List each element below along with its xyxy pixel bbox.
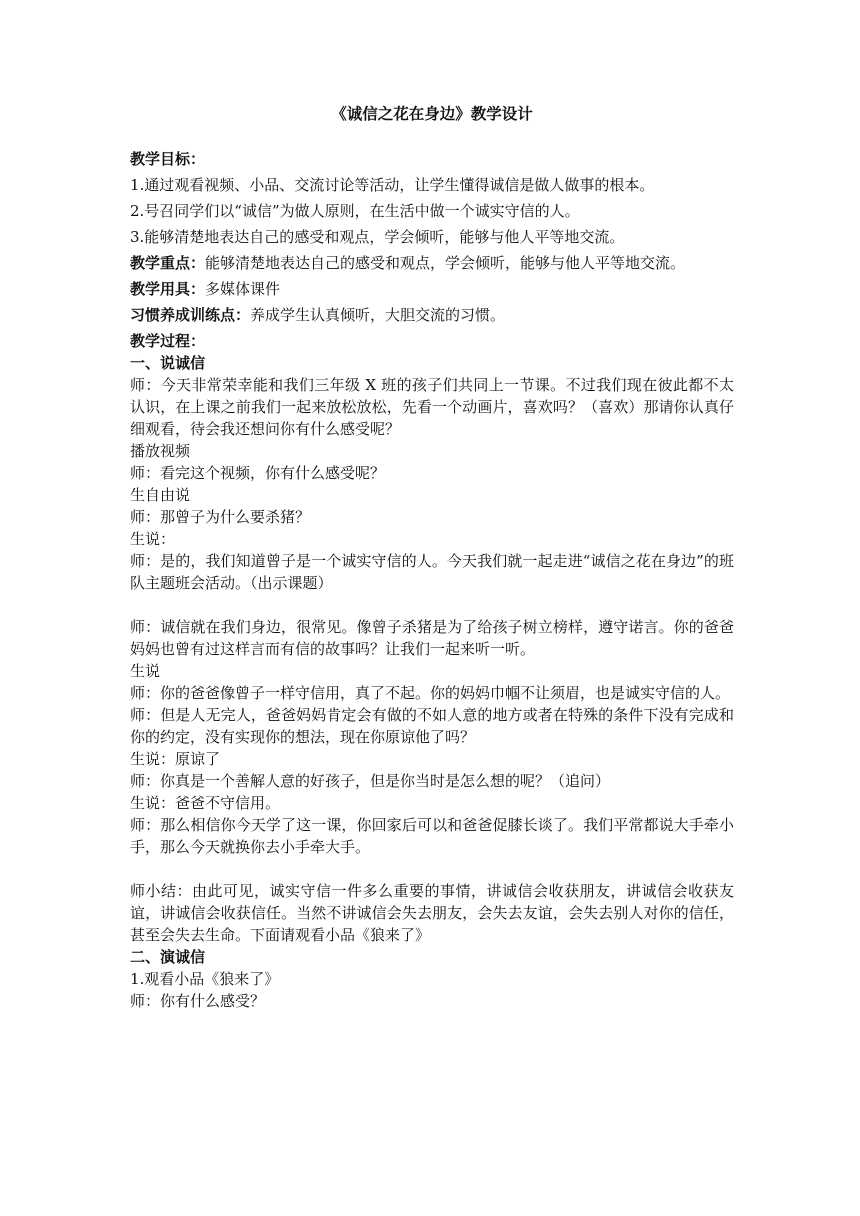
habit-text: 养成学生认真倾听，大胆交流的习惯。 <box>250 306 506 324</box>
section1-line: 师：看完这个视频，你有什么感受呢？ <box>130 464 386 482</box>
section1-line: 师：你的爸爸像曾子一样守信用，真了不起。你的妈妈巾帼不让须眉，也是诚实守信的人。 <box>130 684 731 702</box>
habit <box>130 304 734 326</box>
blank-line <box>130 594 734 616</box>
section1-line: 生说 <box>130 662 161 680</box>
section1-line: 师：你真是一个善解人意的好孩子，但是你当时是怎么想的呢？（追问） <box>130 772 611 790</box>
goals-heading: 教学目标： <box>130 150 206 168</box>
key-point-label: 教学重点： <box>130 254 206 272</box>
goal-item-1: 1.通过观看视频、小品、交流讨论等活动，让学生懂得诚信是做人做事的根本。 <box>130 176 655 194</box>
section1-line: 生说：原谅了 <box>130 750 221 768</box>
section1-summary: 师小结：由此可见，诚实守信一件多么重要的事情，讲诚信会收获朋友，讲诚信会收获友谊，讲诚信会收获信任。当然不讲诚信会失去朋友，会失去友谊，会失去别人对你的信任，甚至会失去生命。下面请观看小品《狼来了》 <box>130 882 734 944</box>
habit-label: 习惯养成训练点： <box>130 306 251 324</box>
section2-heading: 二、演诚信 <box>130 948 206 966</box>
section1-line: 师：那么相信你今天学了这一课，你回家后可以和爸爸促膝长谈了。我们平常都说大手牵小手，那么今天就换你去小手牵大手。 <box>130 816 734 856</box>
tools-text: 多媒体课件 <box>205 280 281 298</box>
section1-line: 生说：爸爸不守信用。 <box>130 794 281 812</box>
section1-line: 师：那曾子为什么要杀猪？ <box>130 508 311 526</box>
section1-line: 生说： <box>130 530 176 548</box>
goal-item-3: 3.能够清楚地表达自己的感受和观点，学会倾听，能够与他人平等地交流。 <box>130 228 625 246</box>
section1-line: 师：今天非常荣幸能和我们三年级 X 班的孩子们共同上一节课。不过我们现在彼此都不太认识，在上课之前我们一起来放松放松，先看一个动画片，喜欢吗？（喜欢）那请你认真仔细观看，待会我还想问你有什么感受呢？ <box>130 376 734 438</box>
tools-label: 教学用具： <box>130 280 206 298</box>
process-heading: 教学过程： <box>130 332 206 350</box>
section1-line: 生自由说 <box>130 486 191 504</box>
section1-line: 师：是的，我们知道曾子是一个诚实守信的人。今天我们就一起走进“诚信之花在身边”的班队主题班会活动。（出示课题） <box>130 552 734 592</box>
section1-heading: 一、说诚信 <box>130 354 206 372</box>
section1-line: 师：诚信就在我们身边，很常见。像曾子杀猪是为了给孩子树立榜样，遵守诺言。你的爸爸妈妈也曾有过这样言而有信的故事吗？让我们一起来听一听。 <box>130 618 734 658</box>
key-point <box>130 252 734 274</box>
section1-line: 播放视频 <box>130 442 191 460</box>
document-title: 《诚信之花在身边》教学设计 <box>331 104 533 123</box>
key-point-text: 能够清楚地表达自己的感受和观点，学会倾听，能够与他人平等地交流。 <box>205 254 686 272</box>
section1-line: 师：但是人无完人，爸爸妈妈肯定会有做的不如人意的地方或者在特殊的条件下没有完成和你的约定，没有实现你的想法，现在你原谅他了吗？ <box>130 706 734 746</box>
section2-line: 师：你有什么感受？ <box>130 992 266 1010</box>
blank-line <box>130 858 734 880</box>
tools <box>130 278 734 300</box>
section2-line: 1.观看小品《狼来了》 <box>130 970 280 988</box>
goal-item-2: 2.号召同学们以“诚信”为做人原则，在生活中做一个诚实守信的人。 <box>130 202 580 220</box>
